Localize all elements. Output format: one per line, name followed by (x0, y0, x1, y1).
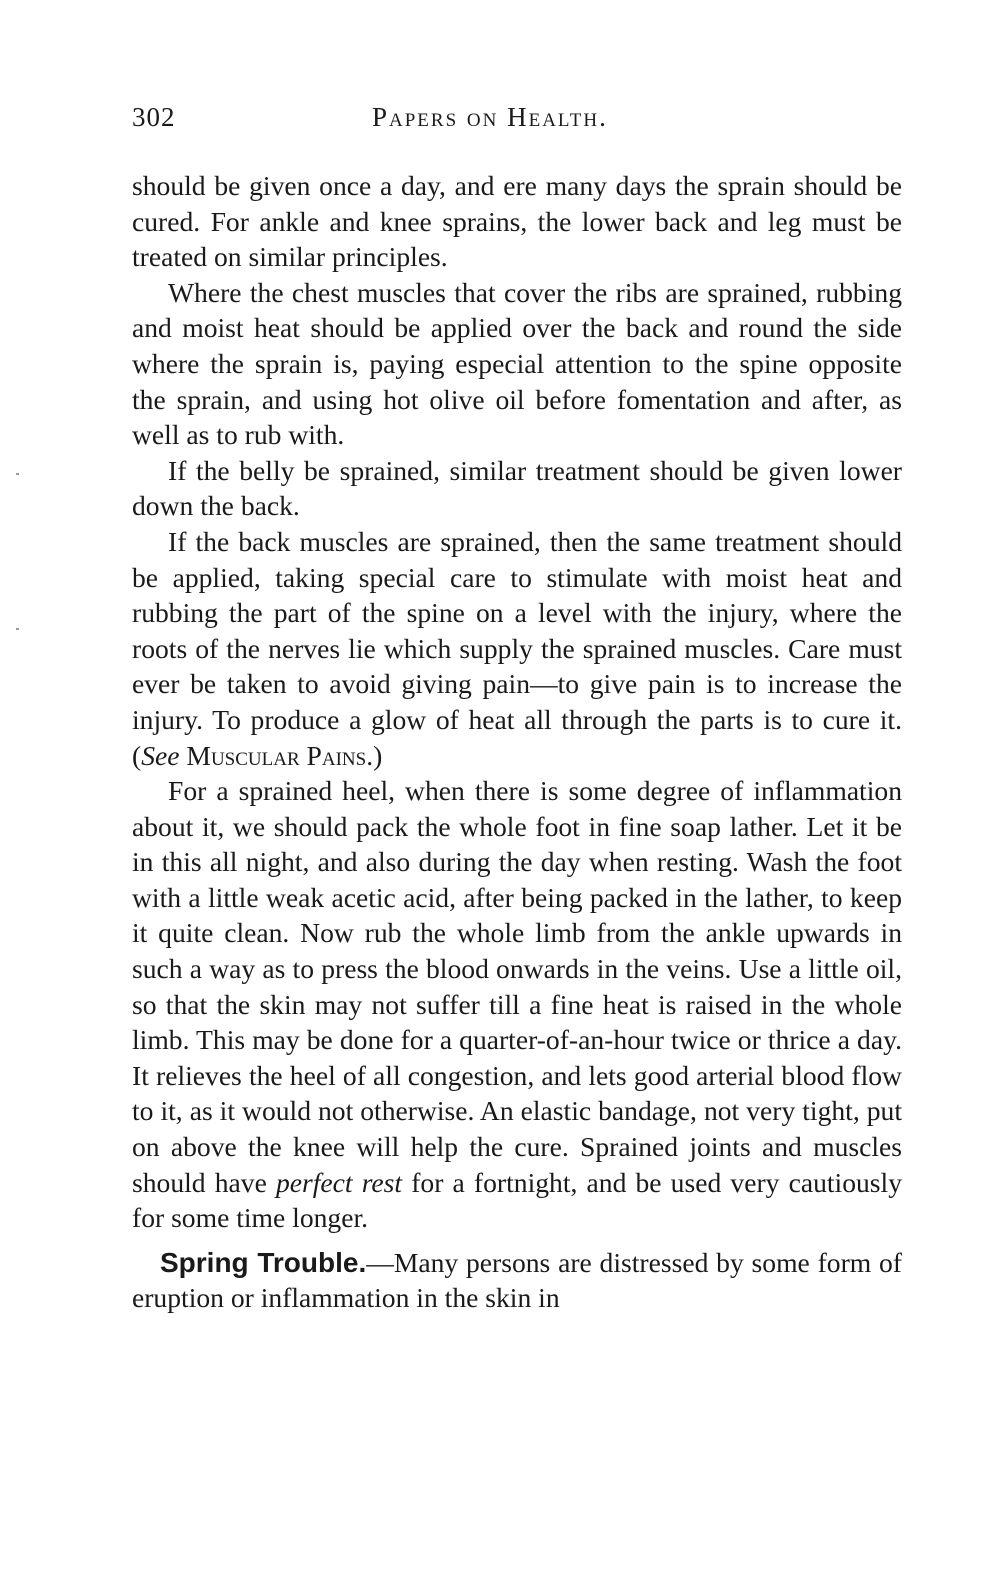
paragraph (132, 168, 902, 275)
page-number: 302 (132, 102, 176, 132)
body-text (132, 168, 902, 1316)
paragraph-text: For a sprained heel, when there is some degree of inflammation about it, we should pack the whole foot in fine soap lather. Let it be in this all night, and also during the day when resting. Wash the foot with a little weak acetic acid, after being packed in the lather, to keep it quite clean. Now rub the whole limb from the ankle upwards in such a way as to press the blood onwards in the veins. Use a little oil, so that the skin may not suffer till a fine heat is raised in the whole limb. This may be done for a quarter-of-an-hour twice or thrice a day. It relieves the heel of all congestion, and lets good arterial blood flow to it, as it would not otherwise. An elastic bandage, not very tight, put on above the knee will help the cure. Sprained joints and muscles should have (132, 775, 902, 1198)
margin-speck (16, 473, 19, 475)
section-heading: Spring Trouble. (160, 1246, 367, 1278)
section-text: —Many persons are distressed by some form of eruption or inflammation in the skin in (132, 1246, 902, 1314)
paragraph-text: should be given once a day, and ere many days the sprain should be cured. For ankle and knee sprains, the lower back and leg must be treated on similar principles. (132, 170, 902, 273)
margin-speck (16, 628, 19, 630)
cross-reference: Muscular Pains (186, 739, 367, 771)
running-header (132, 102, 902, 142)
emphasis-text: perfect rest (275, 1166, 403, 1198)
paragraph-text: .) (366, 739, 383, 771)
paragraph (132, 453, 902, 524)
paragraph (132, 275, 902, 453)
running-title: Papers on Health. (372, 102, 608, 132)
paragraph-text: for a fortnight, and be used very cautiously for some time longer. (132, 1166, 902, 1234)
paragraph-text: If the belly be sprained, similar treatment should be given lower down the back. (132, 454, 902, 522)
paragraph-text: Where the chest muscles that cover the ribs are sprained, rubbing and moist heat should be applied over the back and round the side where the sprain is, paying especial attention to the spine opposite the sprain, and using hot olive oil before fomentation and after, as well as to rub with. (132, 276, 902, 451)
see-reference: See (141, 739, 180, 771)
section-paragraph (132, 1245, 902, 1316)
paragraph-text: If the back muscles are sprained, then the same treatment should be applied, taking special care to stimulate with moist heat and rubbing the part of the spine on a level with the injury, where the roots of the nerves lie which supply the sprained muscles. Care must ever be taken to avoid giving pain—to give pain is to increase the injury. To produce a glow of heat all through the parts is to cure it. ( (132, 525, 902, 771)
paragraph (132, 773, 902, 1236)
paragraph (132, 524, 902, 773)
